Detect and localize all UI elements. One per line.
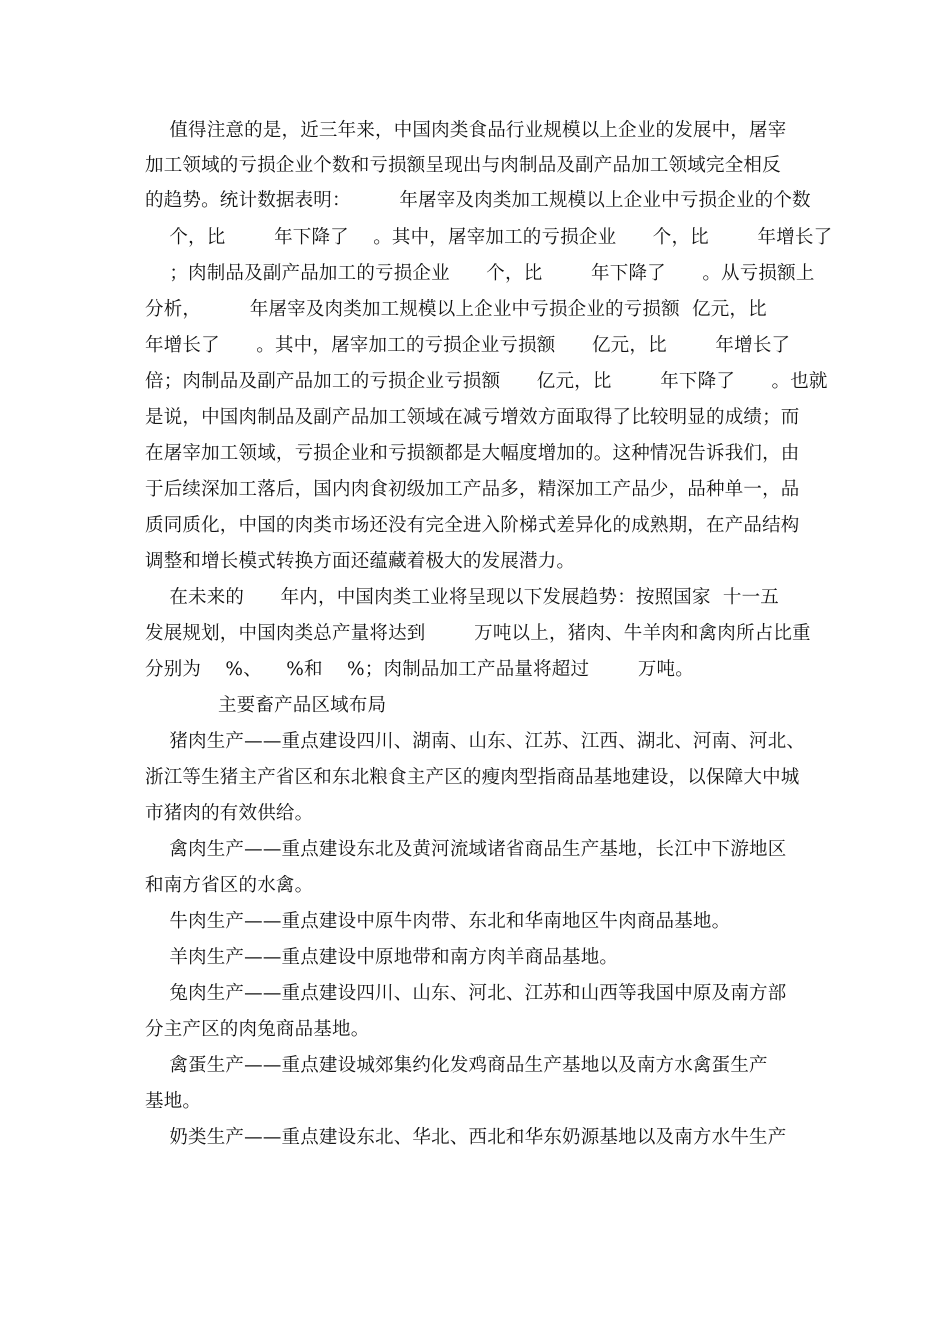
text-line: 于后续深加工落后，国内肉食初级加工产品多，精深加工产品少，品种单一，品 <box>145 479 800 500</box>
text-line: 猪肉生产——重点建设四川、湖南、山东、江苏、江西、湖北、河南、河北、 <box>145 731 806 752</box>
text-line: 倍；肉制品及副产品加工的亏损企业亏损额 亿元，比 年下降了 。也就 <box>145 371 828 392</box>
text-line: 禽肉生产——重点建设东北及黄河流域诸省商品生产基地，长江中下游地区 <box>145 839 787 860</box>
text-line: 分别为 %、 %和 %；肉制品加工产品量将超过 万吨。 <box>145 659 694 680</box>
text-line: 分析， 年屠宰及肉类加工规模以上企业中亏损企业的亏损额 亿元，比 <box>145 299 767 320</box>
text-line: 禽蛋生产——重点建设城郊集约化发鸡商品生产基地以及南方水禽蛋生产 <box>145 1055 768 1076</box>
text-line: 在屠宰加工领域，亏损企业和亏损额都是大幅度增加的。这种情况告诉我们，由 <box>145 443 800 464</box>
text-line: 分主产区的肉兔商品基地。 <box>145 1019 370 1040</box>
text-line: 是说，中国肉制品及副产品加工领域在减亏增效方面取得了比较明显的成绩；而 <box>145 407 800 428</box>
text-line: 调整和增长模式转换方面还蕴藏着极大的发展潜力。 <box>145 551 576 572</box>
text-line: 市猪肉的有效供给。 <box>145 803 314 824</box>
text-line: 奶类生产——重点建设东北、华北、西北和华东奶源基地以及南方水牛生产 <box>145 1127 787 1148</box>
text-line: 加工领域的亏损企业个数和亏损额呈现出与肉制品及副产品加工领域完全相反 <box>145 155 781 176</box>
text-line: 在未来的 年内，中国肉类工业将呈现以下发展趋势：按照国家 十一五 <box>145 587 779 608</box>
text-line: 质同质化，中国的肉类市场还没有完全进入阶梯式差异化的成熟期，在产品结构 <box>145 515 800 536</box>
text-line: 值得注意的是，近三年来，中国肉类食品行业规模以上企业的发展中，屠宰 <box>145 120 787 141</box>
text-line: 和南方省区的水禽。 <box>145 875 314 896</box>
text-line: 发展规划，中国肉类总产量将达到 万吨以上，猪肉、牛羊肉和禽肉所占比重 <box>145 623 811 644</box>
section-heading: 主要畜产品区域布局 <box>145 695 387 716</box>
text-line: 年增长了 。其中，屠宰加工的亏损企业亏损额 亿元，比 年增长了 <box>145 335 791 356</box>
text-line: ；肉制品及副产品加工的亏损企业 个，比 年下降了 。从亏损额上 <box>145 263 815 284</box>
text-line: 基地。 <box>145 1091 202 1112</box>
text-line: 羊肉生产——重点建设中原地带和南方肉羊商品基地。 <box>145 947 619 968</box>
text-line: 的趋势。统计数据表明： 年屠宰及肉类加工规模以上企业中亏损企业的个数 <box>145 190 811 211</box>
text-line: 兔肉生产——重点建设四川、山东、河北、江苏和山西等我国中原及南方部 <box>145 983 787 1004</box>
text-line: 牛肉生产——重点建设中原牛肉带、东北和华南地区牛肉商品基地。 <box>145 911 731 932</box>
text-line: 浙江等生猪主产省区和东北粮食主产区的瘦肉型指商品基地建设，以保障大中城 <box>145 767 800 788</box>
text-line: 个，比 年下降了 。其中，屠宰加工的亏损企业 个，比 年增长了 <box>145 227 833 248</box>
